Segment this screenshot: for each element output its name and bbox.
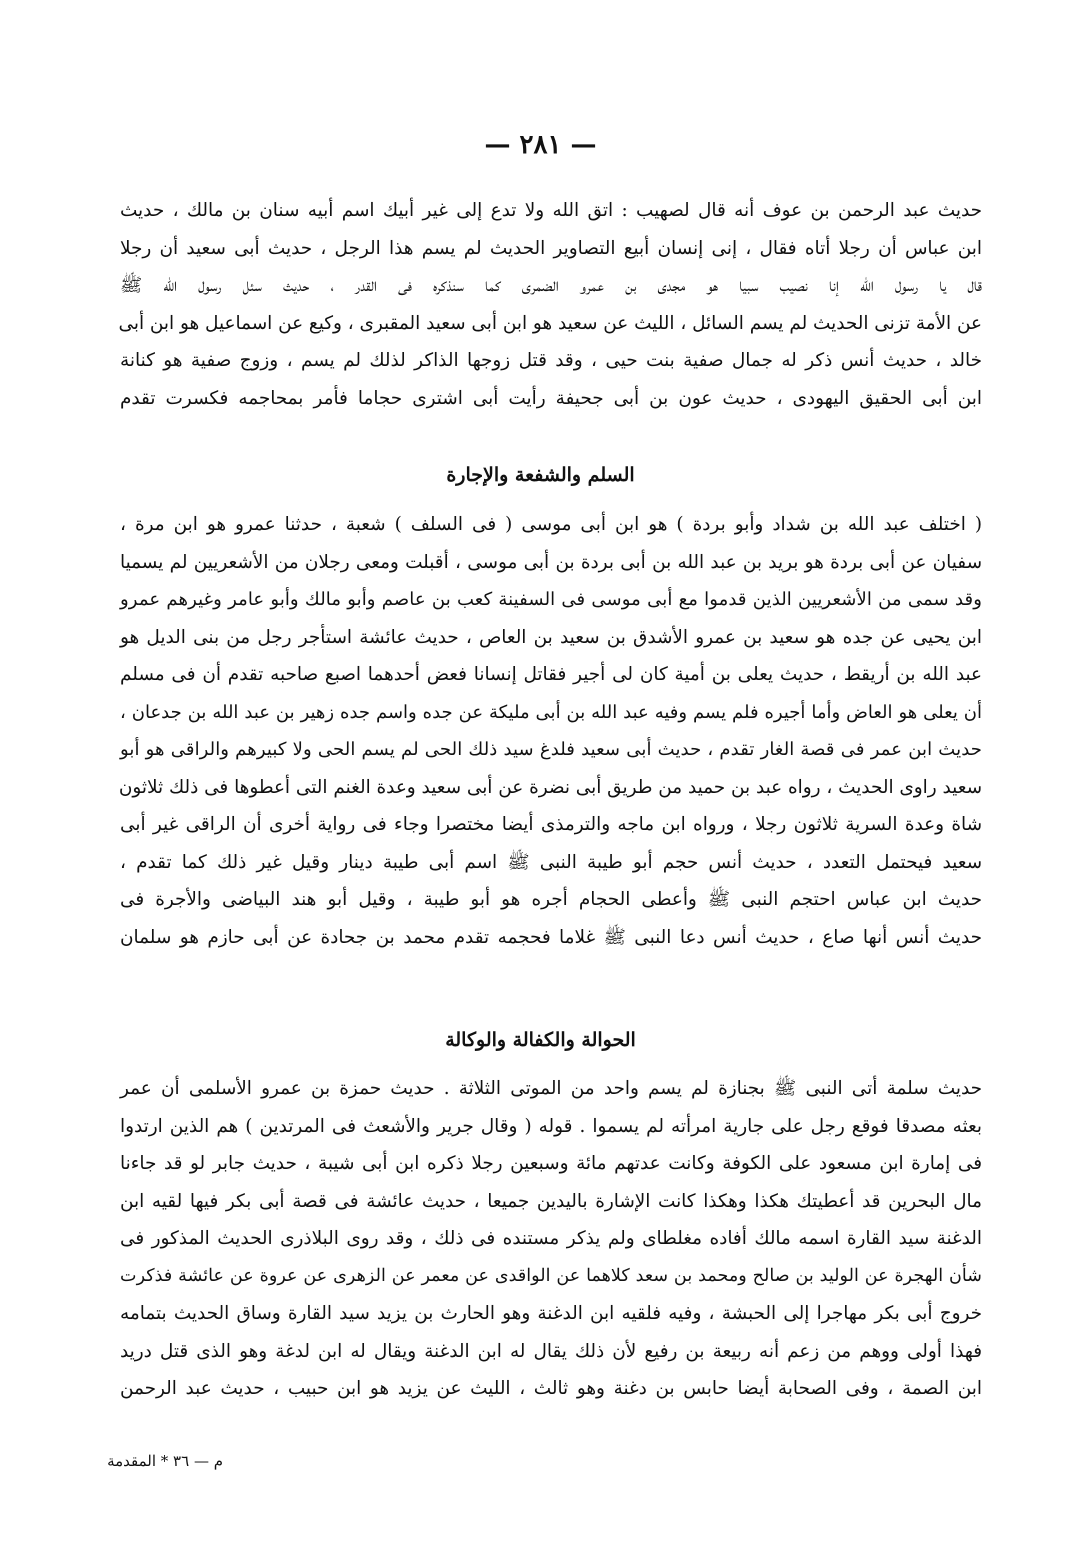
text-line: فهذا أولى ووهم من زعم أنه ربيعة بن رفيع لأن ذلك يقال له ابن الدغنة ويقال له ابن لدغة وهو الذى قتل دريد (120, 1340, 982, 1362)
text-line: شأن الهجرة عن الوليد بن صالح ومحمد بن سعد كلاهما عن الواقدى عن معمر عن الزهرى عن عروة عن عائشة فذكرت (120, 1265, 982, 1286)
text-line: حديث سلمة أتى النبى ﷺ بجنازة لم يسم واحد من الموتى الثلاثة . حديث حمزة بن عمرو الأسلمى أن عمر (120, 1078, 982, 1099)
text-line: سعيد فيحتمل التعدد ، حديث أنس حجم أبو طيبة النبى ﷺ اسم أبى طيبة دينار وقيل غير ذلك كما تقدم ، (120, 851, 982, 873)
section-heading-salam: السلم والشفعة والإجارة (446, 464, 635, 486)
text-line: فى إمارة ابن مسعود على الكوفة وكانت عدتهم مائة وسبعين رجلا ذكره ابن أبى شيبة ، حديث جابر لو قد جاءنا (120, 1153, 982, 1174)
text-section-hawala (120, 1070, 982, 1408)
text-line: وقد سمى من الأشعريين الذين قدموا مع أبى موسى فى السفينة كعب بن عاصم وأبو مالك وأبو عامر وغيرهم عمرو (120, 589, 982, 610)
text-line: سعيد راوى الحديث ، رواه عبد بن حميد من طريق أبى نضرة عن أبى سعيد وعدة الغنم التى أعطوها فى ذلك ثلاثون (118, 776, 982, 798)
page-footer-signature: م — ٣٦ * المقدمة (107, 1452, 223, 1470)
text-line: ابن الصمة ، وفى الصحابة أيضا حابس بن دغنة وهو ثالث ، الليث عن يزيد هو ابن حبيب ، حديث عبد الرحمن (120, 1378, 982, 1399)
text-line: ( اختلف عبد الله بن شداد وأبو بردة ) هو ابن أبى موسى ( فى السلف ) شعبة ، حدثنا عمرو هو ابن مرة ، (120, 514, 982, 535)
text-line: بعثه مصدقا فوقع رجل على جارية امرأته لم يسموا . قوله ( وقال جرير والأشعث فى المرتدين ) هم الذين ارتدوا (120, 1115, 982, 1137)
text-line: شاة وعدة السرية ثلاثون رجلا ، ورواه ابن ماجه والترمذى أيضا مختصرا وجاء فى رواية أخرى أن الراقى غير أبى (120, 814, 982, 835)
text-line: خالد ، حديث أنس ذكر له جمال صفية بنت حيى ، وقد قتل زوجها الذاكر لذلك لم يسم ، وزوج صفية هو كنانة (120, 350, 982, 371)
text-line: ابن عباس أن رجلا أتاه فقال ، إنى إنسان أبيع التصاوير الحديث لم يسم هذا الرجل ، حديث أبى سعيد أن رجلا (120, 237, 982, 259)
section-heading-hawala: الحوالة والكفالة والوكالة (445, 1029, 636, 1051)
page-number: — ٢٨١ — (484, 130, 597, 160)
text-line: حديث ابن عمر فى قصة الغار تقدم ، حديث أبى سعيد فلدغ سيد ذلك الحى لم يسم الحى ولا كبيرهم والراقى هو أبو (120, 739, 982, 760)
text-section-hadith-list (120, 192, 982, 417)
text-line: حديث ابن عباس احتجم النبى ﷺ وأعطى الحجام أجره هو أبو طيبة ، وقيل أبو هند البياضى والأجرة فى (120, 889, 982, 910)
text-line: سفيان عن أبى بردة هو بريد بن عبد الله بن أبى بردة بن أبى موسى ، أقبلت ومعى رجلان من الأشعريين لم يسميا (120, 551, 982, 573)
text-line: خروج أبى بكر مهاجرا إلى الحبشة ، وفيه فلقيه ابن الدغنة وهو الحارث بن يزيد سيد القارة وساق الحديث بتمامه (120, 1303, 982, 1324)
text-line: حديث أنس أنها صاع ، حديث أنس دعا النبى ﷺ غلاما فحجمه تقدم محمد بن جحادة عن أبى حازم هو سلمان (120, 926, 982, 948)
text-line: عن الأمة تزنى الحديث لم يسم السائل ، الليث عن سعيد هو ابن أبى سعيد المقبرى ، وكيع عن اسماعيل هو ابن أبى (118, 312, 982, 334)
text-line: قال يا رسول الله إنا نصيب سبيا هو مجدى بن عمرو الضمرى كما سنذكره فى القدر ، حديث سئل رسول الله ﷺ (120, 275, 982, 296)
text-line: ابن أبى الحقيق اليهودى ، حديث عون بن أبى جحيفة رأيت أبى اشترى حجاما فأمر بمحاجمه فكسرت تقدم (120, 387, 982, 409)
text-line: حديث عبد الرحمن بن عوف أنه قال لصهيب : اتق الله ولا تدع إلى غير أبيك اسم أبيه سنان بن مالك ، حديث (120, 200, 982, 221)
text-line: مال البحرين قد أعطيتك هكذا وهكذا كانت الإشارة باليدين جميعا ، حديث عائشة فى قصة أبى بكر فيها لقيه ابن (120, 1190, 982, 1212)
text-line: أن يعلى هو العاض وأما أجيره فلم يسم وفيه عبد الله بن أبى مليكة عن جده واسم جده زهير بن عبد الله بن جدعان ، (120, 701, 982, 723)
text-section-salam (120, 506, 982, 956)
text-line: عبد الله بن أريقط ، حديث يعلى بن أمية كان لى أجير فقاتل إنسانا فعض أحدهما اصبع صاحبه تقدم أن فى مسلم (120, 664, 982, 685)
text-line: ابن يحيى عن جده هو سعيد بن عمرو الأشدق بن سعيد بن العاص ، حديث عائشة استأجر رجل من بنى الديل هو (120, 626, 982, 648)
text-line: الدغنة سيد القارة اسمه مالك أفاده مغلطاى ولم يذكر مستنده فى ذلك ، وقد روى البلاذرى الحديث المذكور فى (120, 1228, 982, 1249)
